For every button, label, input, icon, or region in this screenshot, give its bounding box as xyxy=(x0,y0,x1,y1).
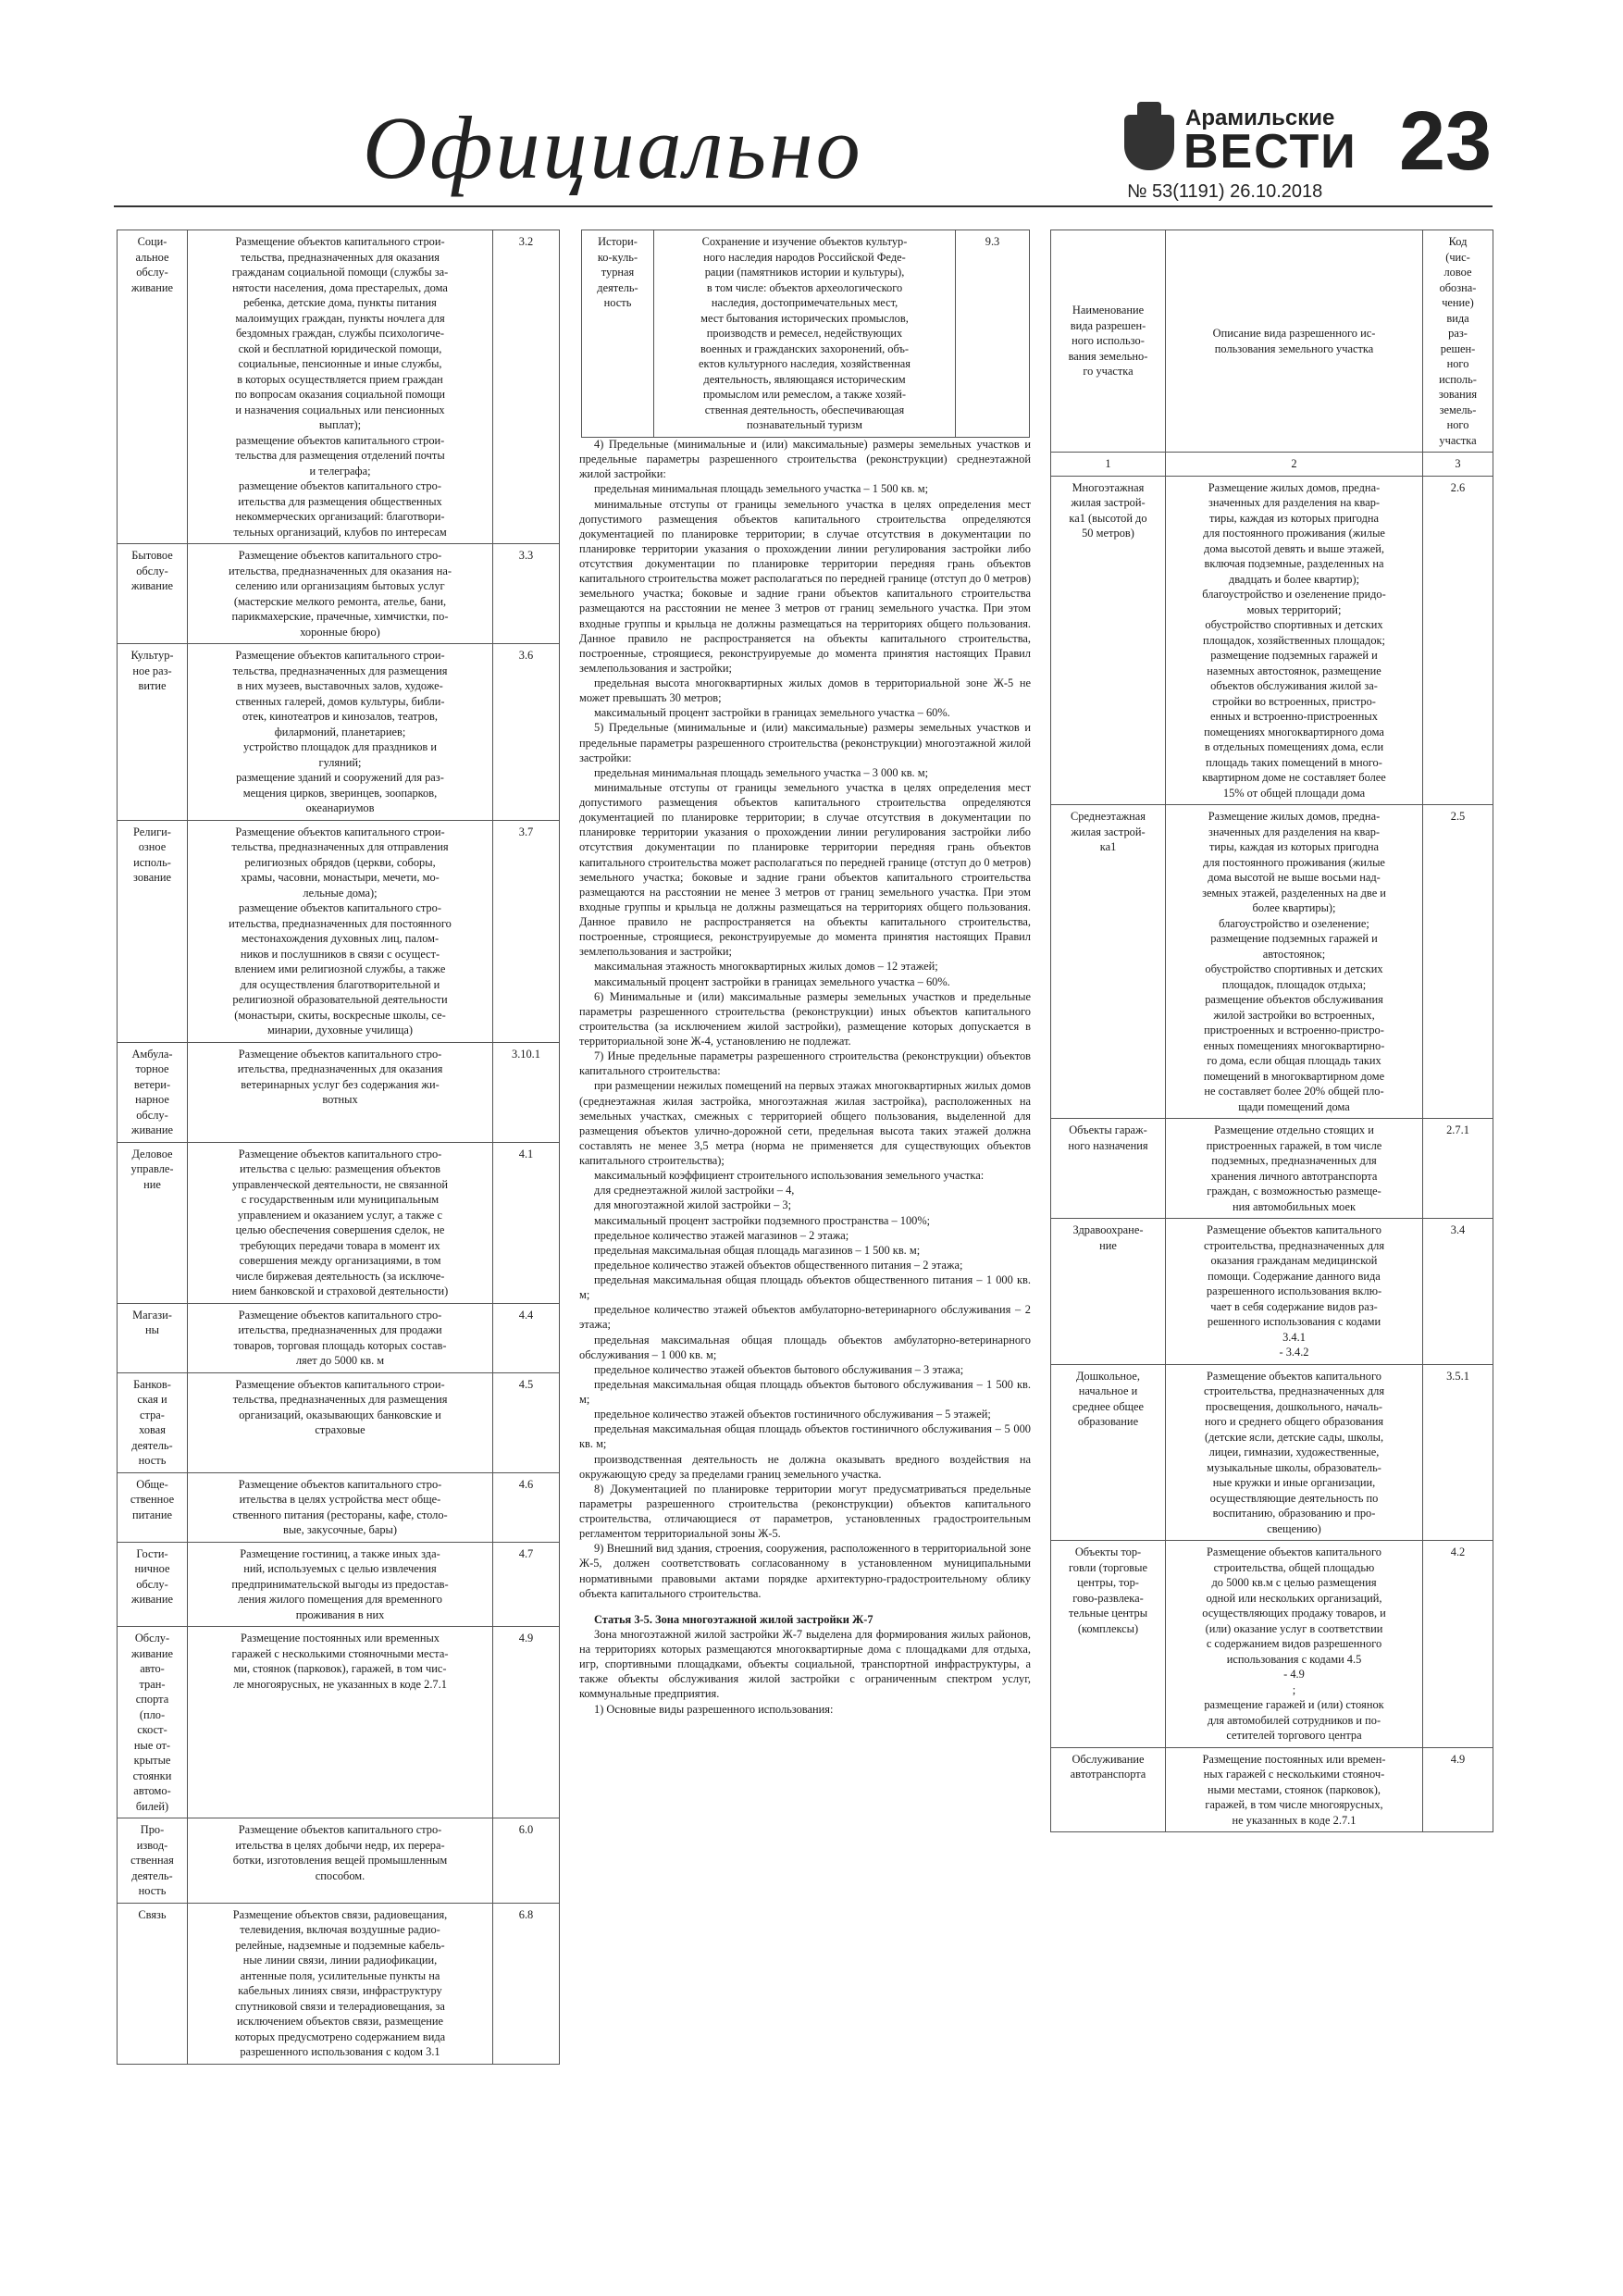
land-use-code: 4.2 xyxy=(1423,1541,1493,1748)
land-use-code: 3.3 xyxy=(493,544,560,644)
paragraph: 6) Минимальные и (или) максимальные размеры земельных участков и предельные параметры разрешенного строительства (реконструкции) иных объектов капитального строительства (за исключением жилой застройки), размещение которых допускается в территориальной зоне Ж-4, установлению не подлежат. xyxy=(579,989,1031,1048)
land-use-description: Размещение жилых домов, предна- значенных для разделения на квар- тиры, каждая из которых пригодна для постоянного проживания (жилые дома высотой не выше восьми над- земных этажей, разделенных на две и более квартиры); благоустройство и озеленение; размещение подземных гаражей и автостоянок; обустройство спортивных и детских площадок, площадок отдыха; размещение объектов обслуживания жилой застройки во встроенных, пристроенных и встроенно-пристро- енных помещениях многоквартирно- го дома, если общая площадь таких помещений в многоквартирном доме не составляет более 20% общей пло- щади помещений дома xyxy=(1166,805,1423,1119)
land-use-description: Размещение объектов капитального стро- ительства, предназначенных для продажи товаров, торговая площадь которых состав- ляет до 5000 кв. м xyxy=(188,1303,493,1372)
paragraph: максимальный процент застройки в границах земельного участка – 60%. xyxy=(594,706,950,720)
paragraph: предельная максимальная общая площадь магазинов – 1 500 кв. м; xyxy=(594,1243,921,1257)
land-use-code: 3.2 xyxy=(493,230,560,544)
land-use-description: Сохранение и изучение объектов культур- ного наследия народов Российской Феде- рации (памятников истории и культуры), в том числе: объектов археологического наследия, достопримечательных мест, мест бытования исторических промыслов, производств и ремесел, недействующих военных и гражданских захоронений, объ- ектов культурного наследия, хозяйственная деятельность, являющаяся историческим промыслом или ремеслом, а также хозяй- ственная деятельность, обеспечивающая познавательный туризм xyxy=(654,230,956,438)
land-use-name: Гости- ничное обслу- живание xyxy=(118,1542,188,1627)
right-table xyxy=(1050,230,1493,1832)
table-row xyxy=(1051,476,1493,805)
land-use-name: Здравоохране- ние xyxy=(1051,1219,1166,1365)
land-use-name: Среднеэтажная жилая застрой- ка1 xyxy=(1051,805,1166,1119)
table-row xyxy=(582,230,1030,438)
land-use-code: 3.4 xyxy=(1423,1219,1493,1365)
paragraph: 8) Документацией по планировке территории могут предусматриваться предельные параметры разрешенного строительства (реконструкции) объектов капитального строительства, отличающиеся от параметров, установленных градостроительным регламентом территориальной зоны Ж-5. xyxy=(579,1482,1031,1541)
land-use-description: Размещение объектов капитального строи- тельства, предназначенных для размещения организаций, оказывающих банковские и страховые xyxy=(188,1372,493,1472)
table-row xyxy=(118,820,560,1042)
land-use-description: Размещение гостиниц, а также иных зда- ний, используемых с целью извлечения предпринимательской выгоды из предостав- ления жилого помещения для временного проживания в них xyxy=(188,1542,493,1627)
land-use-description: Размещение объектов капитального строи- тельства, предназначенных для оказания гражданам социальной помощи (службы за- нятости населения, дома престарелых, дома ребенка, детские дома, пункты питания малоимущих граждан, пункты ночлега для бездомных граждан, службы психологиче- ской и бесплатной юридической помощи, социальные, пенсионные и иные службы, в которых осуществляется прием граждан по вопросам оказания социальной помощи и назначения социальных или пенсионных выплат); размещение объектов капитального строи- тельства для размещения отделений почты и телеграфа; размещение объектов капитального стро- ительства для размещения общественных некоммерческих организаций: благотвори- тельных организаций, клубов по интересам xyxy=(188,230,493,544)
table-row xyxy=(118,544,560,644)
land-use-name: Дошкольное, начальное и среднее общее образование xyxy=(1051,1364,1166,1541)
newspaper-logo xyxy=(1124,102,1357,179)
land-use-description: Размещение объектов капитального стро- ительства с целью: размещения объектов управленческой деятельности, не связанной с государственным или муниципальным управлением и оказанием услуг, а также с целью обеспечения совершения сделок, не требующих передачи товара в момент их совершения между организациями, в том числе биржевая деятельность (за исключе- нием банковской и страховой деятельности) xyxy=(188,1142,493,1303)
land-use-name: Культур- ное раз- витие xyxy=(118,644,188,821)
land-use-code: 6.8 xyxy=(493,1903,560,2064)
paragraph: максимальная этажность многоквартирных жилых домов – 12 этажей; xyxy=(594,960,938,974)
table-header-row xyxy=(1051,230,1493,453)
table-row xyxy=(118,1472,560,1542)
land-use-code: 4.4 xyxy=(493,1303,560,1372)
table-row xyxy=(118,230,560,544)
land-use-code: 4.6 xyxy=(493,1472,560,1542)
land-use-code: 4.9 xyxy=(493,1627,560,1818)
paragraph: предельное количество этажей магазинов – 2 этажа; xyxy=(594,1228,849,1242)
land-use-name: Обслуживание автотранспорта xyxy=(1051,1747,1166,1832)
header-rule xyxy=(114,205,1493,207)
table-row xyxy=(118,1372,560,1472)
land-use-name: Обще- ственное питание xyxy=(118,1472,188,1542)
land-use-description: Размещение объектов капитального строительства, предназначенных для просвещения, дошкольного, началь- ного и среднего общего образования (детские ясли, детские сады, школы, лицеи, гимназии, художественные, музыкальные школы, образователь- ные кружки и иные организации, осуществляющие деятельность по воспитанию, образованию и про- свещению) xyxy=(1166,1364,1423,1541)
land-use-name: Бытовое обслу- живание xyxy=(118,544,188,644)
land-use-description: Размещение постоянных или временных гаражей с несколькими стояночными места- ми, стоянок (парковок), гаражей, в том чис- ле многоярусных, не указанных в коде 2.7.1 xyxy=(188,1627,493,1818)
land-use-description: Размещение объектов капитального стро- ительства, предназначенных для оказания на- селению или организациям бытовых услуг (мастерские мелкого ремонта, ателье, бани, парикмахерские, прачечные, химчистки, по- хоронные бюро) xyxy=(188,544,493,644)
section-title: Официально xyxy=(363,98,863,197)
paragraph: минимальные отступы от границы земельного участка в целях определения мест допустимого размещения объектов капитального строительства определяются документацией по планировке территории; в случае отсутствия в документации по планировке территории указания о прохождении линии регулирования застройки либо отсутствия документации по планировке территории передняя грань объектов капитального строительства может располагаться по передней границе (отступ до 0 метров) земельного участка; боковые и задние грани объектов капитального строительства размещаются на расстоянии не менее 3 метров от границ земельного участка. При этом входные группы и крыльца не должны размещаться на территориях общего пользования. Данное правило не распространяется на объекты капитального строительства, построенные, строящиеся, реконструируемые до момента принятия настоящих Правил землепользования и застройки; xyxy=(579,780,1031,959)
land-use-code: 6.0 xyxy=(493,1818,560,1904)
land-use-name: Амбула- торное ветери- нарное обслу- живание xyxy=(118,1042,188,1142)
paragraph: предельная максимальная общая площадь объектов бытового обслуживания – 1 500 кв. м; xyxy=(579,1377,1031,1406)
land-use-code: 4.5 xyxy=(493,1372,560,1472)
paragraph: максимальный коэффициент строительного использования земельного участка: xyxy=(594,1169,985,1183)
land-use-description: Размещение постоянных или времен- ных гаражей с несколькими стояноч- ными местами, стоянок (парковок), гаражей, в том числе многоярусных, не указанных в коде 2.7.1 xyxy=(1166,1747,1423,1832)
land-use-code: 4.7 xyxy=(493,1542,560,1627)
land-use-name: Банков- ская и стра- ховая деятель- ность xyxy=(118,1372,188,1472)
table-row xyxy=(118,1303,560,1372)
land-use-description: Размещение объектов связи, радиовещания, телевидения, включая воздушные радио- релейные, надземные и подземные кабель- ные линии связи, линии радиофикации, антенные поля, усилительные пункты на кабельных линиях связи, инфраструктуру спутниковой связи и телерадиовещания, за исключением объектов связи, размещение которых предусмотрено содержанием вида разрешенного использования с кодом 3.1 xyxy=(188,1903,493,2064)
coat-of-arms-icon xyxy=(1124,115,1174,170)
table-row xyxy=(118,1142,560,1303)
paragraph: 1) Основные виды разрешенного использования: xyxy=(594,1702,834,1716)
land-use-description: Размещение объектов капитального стро- ительства в целях добычи недр, их перера- ботки, изготовления вещей промышленным способом. xyxy=(188,1818,493,1904)
land-use-description: Размещение жилых домов, предна- значенных для разделения на квар- тиры, каждая из которых пригодна для постоянного проживания (жилые дома высотой девять и выше этажей, включая подземные, разделенных на двадцать и более квартир); благоустройство и озеленение придо- мовых территорий; обустройство спортивных и детских площадок, хозяйственных площадок; размещение подземных гаражей и наземных автостоянок, размещение объектов обслуживания жилой за- стройки во встроенных, пристро- енных и встроенно-пристроенных помещениях многоквартирного дома в отдельных помещениях дома, если площадь таких помещений в много- квартирном доме не составляет более 15% от общей площади дома xyxy=(1166,476,1423,805)
page-number: 23 xyxy=(1399,95,1493,188)
land-use-description: Размещение объектов капитального строительства, предназначенных для оказания гражданам медицинской помощи. Содержание данного вида разрешенного использования вклю- чает в себя содержание видов раз- решенного использования с кодами 3.4.1 - 3.4.2 xyxy=(1166,1219,1423,1365)
land-use-name: Про- извод- ственная деятель- ность xyxy=(118,1818,188,1904)
paragraph: производственная деятельность не должна оказывать вредного воздействия на окружающую среду за пределами границ земельного участка. xyxy=(579,1452,1031,1481)
land-use-code: 2.5 xyxy=(1423,805,1493,1119)
paragraph: предельная максимальная общая площадь объектов амбулаторно-ветеринарного обслуживания – 1 000 кв. м; xyxy=(579,1333,1031,1361)
mid-table xyxy=(581,230,1030,438)
logo-name: ВЕСТИ xyxy=(1183,125,1357,179)
table-row xyxy=(1051,1364,1493,1541)
paragraph: Зона многоэтажной жилой застройки Ж-7 выделена для формирования жилых районов, на территориях которых размещаются многоквартирные дома с площадками для отдыха, игр, спортивными площадками, объекты социальной, транспортной инфраструктуры, а также объекты обслуживания жилой застройки с ограниченным спектром услуг, коммунальные предприятия. xyxy=(579,1627,1031,1701)
column-number-row xyxy=(1051,453,1493,477)
table-row xyxy=(118,1627,560,1818)
paragraph: предельная максимальная общая площадь объектов гостиничного обслуживания – 5 000 кв. м; xyxy=(579,1422,1031,1451)
paragraph: предельная максимальная общая площадь объектов общественного питания – 1 000 кв. м; xyxy=(579,1273,1031,1302)
paragraph: минимальные отступы от границы земельного участка в целях определения мест допустимого размещения объектов капитального строительства определяются документацией по планировке территории; в случае отсутствия в документации по планировке территории указания о прохождении линии регулирования застройки либо отсутствия документации по планировке территории передняя грань объектов капитального строительства может располагаться по передней границе (отступ до 0 метров) земельного участка; боковые и задние грани объектов капитального строительства размещаются на расстоянии не менее 3 метров от границ земельного участка. При этом входные группы и крыльца не должны размещаться на территориях общего пользования. Данное правило не распространяется на объекты капитального строительства, построенные, строящиеся, реконструируемые до момента принятия настоящих Правил землепользования и застройки; xyxy=(579,497,1031,675)
paragraph: предельное количество этажей объектов амбулаторно-ветеринарного обслуживания – 2 этажа; xyxy=(579,1303,1031,1332)
paragraph: при размещении нежилых помещений на первых этажах многоквартирных жилых домов (среднеэтажная жилая застройка, многоэтажная жилая застройка), расположенных на земельных участках, смежных с территорией общего пользования, выделенной для размещения объектов улично-дорожной сети, предельная высота таких этажей должна составлять не менее 3,5 метра (норма не применяется для существующих объектов капитального строительства); xyxy=(579,1079,1031,1167)
article-heading: Статья 3-5. Зона многоэтажной жилой застройки Ж-7 xyxy=(594,1612,873,1626)
land-use-code: 2.6 xyxy=(1423,476,1493,805)
paragraph: для многоэтажной жилой застройки – 3; xyxy=(594,1198,792,1212)
land-use-description: Размещение объектов капитального строительства, общей площадью до 5000 кв.м с целью размещения одной или нескольких организаций, осуществляющих продажу товаров, и (или) оказание услуг в соответствии с содержанием видов разрешенного использования с кодами 4.5 - 4.9 ; размещение гаражей и (или) стоянок для автомобилей сотрудников и по- сетителей торгового центра xyxy=(1166,1541,1423,1748)
land-use-code: 3.6 xyxy=(493,644,560,821)
header-name: Наименование вида разрешен- ного использо- вания земельно- го участка xyxy=(1051,230,1166,453)
column-number: 3 xyxy=(1423,453,1493,477)
column-number: 1 xyxy=(1051,453,1166,477)
land-use-description: Размещение объектов капитального стро- ительства в целях устройства мест обще- ственного питания (рестораны, кафе, столо- вые, закусочные, бары) xyxy=(188,1472,493,1542)
table-row xyxy=(1051,805,1493,1119)
land-use-name: Магази- ны xyxy=(118,1303,188,1372)
header-code: Код (чис- ловое обозна- чение) вида раз- решен- ного исполь- зования земель- ного участка xyxy=(1423,230,1493,453)
land-use-code: 9.3 xyxy=(956,230,1030,438)
table-row xyxy=(118,1542,560,1627)
table-row xyxy=(118,1042,560,1142)
paragraph: 4) Предельные (минимальные и (или) максимальные) размеры земельных участков и предельные параметры разрешенного строительства (реконструкции) среднеэтажной жилой застройки: xyxy=(579,438,1031,481)
header-description: Описание вида разрешенного ис- пользования земельного участка xyxy=(1166,230,1423,453)
land-use-name: Соци- альное обслу- живание xyxy=(118,230,188,544)
left-table xyxy=(117,230,560,2065)
land-use-code: 4.1 xyxy=(493,1142,560,1303)
paragraph: 5) Предельные (минимальные и (или) максимальные) размеры земельных участков и предельные параметры разрешенного строительства (реконструкции) многоэтажной жилой застройки: xyxy=(579,721,1031,764)
paragraph: для среднеэтажной жилой застройки – 4, xyxy=(594,1184,795,1198)
land-use-code: 2.7.1 xyxy=(1423,1119,1493,1219)
paragraph: предельная высота многоквартирных жилых домов в территориальной зоне Ж-5 не может превышать 30 метров; xyxy=(579,676,1031,705)
land-use-code: 3.7 xyxy=(493,820,560,1042)
paragraph: предельная минимальная площадь земельного участка – 1 500 кв. м; xyxy=(594,482,929,496)
table-row xyxy=(1051,1219,1493,1365)
table-row xyxy=(1051,1747,1493,1832)
land-use-name: Религи- озное исполь- зование xyxy=(118,820,188,1042)
paragraph: предельное количество этажей объектов гостиничного обслуживания – 5 этажей; xyxy=(594,1408,991,1421)
paragraph: 7) Иные предельные параметры разрешенного строительства (реконструкции) объектов капитального строительства: xyxy=(579,1049,1031,1078)
land-use-description: Размещение отдельно стоящих и пристроенных гаражей, в том числе подземных, предназначенных для хранения личного автотранспорта граждан, с возможностью размеще- ния автомобильных моек xyxy=(1166,1119,1423,1219)
zone-regulations-text xyxy=(579,437,1031,1717)
land-use-name: Объекты тор- говли (торговые центры, тор- гово-развлека- тельные центры (комплексы) xyxy=(1051,1541,1166,1748)
table-row xyxy=(1051,1541,1493,1748)
issue-info: № 53(1191) 26.10.2018 xyxy=(1127,181,1323,202)
land-use-name: Деловое управле- ние xyxy=(118,1142,188,1303)
table-row xyxy=(118,644,560,821)
land-use-description: Размещение объектов капитального строи- тельства, предназначенных для размещения в них музеев, выставочных залов, художе- ственных галерей, домов культуры, библи- отек, кинотеатров и кинозалов, театров, филармоний, планетариев; устройство площадок для праздников и гуляний; размещение зданий и сооружений для раз- мещения цирков, зверинцев, зоопарков, океанариумов xyxy=(188,644,493,821)
paragraph: предельное количество этажей объектов общественного питания – 2 этажа; xyxy=(594,1258,963,1272)
paragraph: 9) Внешний вид здания, строения, сооружения, расположенного в территориальной зоне Ж-5, должен соответствовать согласованному в установленном муниципальными нормативными правовыми актами порядке архитектурно-градостроительному облику объекта капитального строительства. xyxy=(579,1542,1031,1600)
land-use-name: Связь xyxy=(118,1903,188,2064)
land-use-name: Истори- ко-куль- турная деятель- ность xyxy=(582,230,654,438)
land-use-description: Размещение объектов капитального стро- ительства, предназначенных для оказания ветеринарных услуг без содержания жи- вотных xyxy=(188,1042,493,1142)
paragraph: максимальный процент застройки подземного пространства – 100%; xyxy=(594,1213,931,1227)
land-use-code: 3.5.1 xyxy=(1423,1364,1493,1541)
land-use-name: Обслу- живание авто- тран- спорта (пло- скост- ные от- крытые стоянки автомо- билей) xyxy=(118,1627,188,1818)
paragraph: максимальный процент застройки в границах земельного участка – 60%. xyxy=(594,974,950,988)
paragraph: предельная минимальная площадь земельного участка – 3 000 кв. м; xyxy=(594,765,929,779)
land-use-name: Многоэтажная жилая застрой- ка1 (высотой до 50 метров) xyxy=(1051,476,1166,805)
paragraph: предельное количество этажей объектов бытового обслуживания – 3 этажа; xyxy=(594,1362,964,1376)
land-use-description: Размещение объектов капитального строи- тельства, предназначенных для отправления религиозных обрядов (церкви, соборы, храмы, часовни, монастыри, мечети, мо- лельные дома); размещение объектов капитального стро- ительства, предназначенных для постоянного местонахождения духовных лиц, палом- ников и послушников в связи с осущест- влением ими религиозной службы, а также для осуществления благотворительной и религиозной образовательной деятельности (монастыри, скиты, воскресные школы, се- минарии, духовные училища) xyxy=(188,820,493,1042)
column-number: 2 xyxy=(1166,453,1423,477)
logo-city: Арамильские xyxy=(1185,105,1335,130)
land-use-name: Объекты гараж- ного назначения xyxy=(1051,1119,1166,1219)
land-use-code: 4.9 xyxy=(1423,1747,1493,1832)
land-use-code: 3.10.1 xyxy=(493,1042,560,1142)
table-row xyxy=(118,1818,560,1904)
table-row xyxy=(1051,1119,1493,1219)
table-row xyxy=(118,1903,560,2064)
